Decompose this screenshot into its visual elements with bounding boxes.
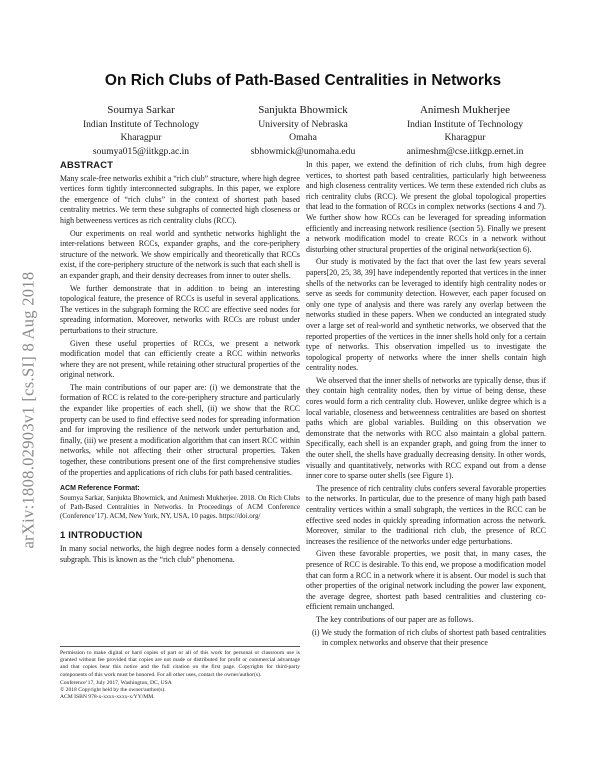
author-name: Sanjukta Bhowmick bbox=[258, 104, 348, 116]
author-block bbox=[61, 104, 221, 158]
footnote-permission-block bbox=[60, 646, 300, 701]
author-email: sbhowmick@unomaha.edu bbox=[250, 145, 356, 157]
abstract-paragraph: The main contributions of our paper are: (i) we demonstrate that the formation of RCC is related to the core-periphery structure and particularly the expander like properties of each shell, (ii) we show that the RCC property can be used to find effective seed nodes for spreading information and for improving the resilience of the network under perturbation and, finally, (iii) we present a modification algorithm that can insert RCC within networks, while not affecting their other structural properties. Taken together, these contributions present one of the first comprehensive studies of the properties and applications of rich clubs for path based centralities. bbox=[60, 382, 300, 477]
body-paragraph: Our study is motivated by the fact that over the last few years several papers[20, 25, 38, 39] have independently reported that vertices in the inner shells of the networks can be leveraged to identify high centrality nodes or serve as seeds for community detection. However, each paper focused on only one type of analysis and there was rarely any overlap between the networks studied in these papers. When we conducted an integrated study over a large set of real-world and synthetic networks, we observed that the reported properties of the vertices in the inner shells hold only for a certain type of networks. This observation impelled us to investigate the topological property of networks where the inner shells contain high centrality nodes. bbox=[306, 257, 546, 373]
introduction-paragraph: In many social networks, the high degree nodes form a densely connected subgraph. This is known as the “rich club” phenomena. bbox=[60, 544, 300, 564]
isbn-line: ACM ISBN 978-x-xxxx-xxxx-x/YY/MM. bbox=[60, 694, 155, 701]
acm-reference-heading: ACM Reference Format: bbox=[60, 485, 140, 493]
contribution-item: (i) We study the formation of rich clubs of shortest path based centralities in complex networks and observe that their presence bbox=[312, 627, 546, 648]
author-block bbox=[385, 104, 545, 158]
body-paragraph: The key contributions of our paper are as follows. bbox=[316, 614, 474, 624]
body-paragraph: The presence of rich centrality clubs confers several favorable properties to the networks. In particular, due to the presence of many high path based centrality vertices within a small subgraph, the vertices in the RCC can be effective seed nodes in quickly spreading information across the network. Moreover, similar to the traditional rich club, the presence of RCC increases the resilience of the networks under edge perturbations. bbox=[306, 483, 546, 546]
author-name: Soumya Sarkar bbox=[107, 104, 175, 116]
conference-line: Conference’17, July 2017, Washington, DC, USA bbox=[60, 679, 172, 686]
permission-notice: Permission to make digital or hard copies of part or all of this work for personal or classroom use is granted without fee provided that copies are not made or distributed for profit or commercial advantage and that copies bear this notice and the full citation on the first page. Copyrights for third-party components of this work must be honored. For all other uses, contact the owner/author(s). bbox=[60, 650, 300, 678]
introduction-heading: 1 INTRODUCTION bbox=[60, 529, 143, 541]
author-name: Animesh Mukherjee bbox=[419, 104, 511, 116]
paper-title: On Rich Clubs of Path-Based Centralities in Networks bbox=[104, 72, 502, 89]
abstract-paragraph: Many scale-free networks exhibit a “rich club” structure, where high degree vertices form tightly interconnected subgraphs. In this paper, we explore the emergence of “rich clubs” in the context of shortest path based centrality metrics. We term these subgraphs of connected high closeness or high betweeness vertices as rich centrality clubs (RCC). bbox=[60, 173, 300, 225]
body-paragraph: In this paper, we extend the definition of rich clubs, from high degree vertices, to shortest path based centralities, particularly high betweeness and high closeness centrality vertices. We term these extended rich clubs as rich centrality clubs (RCC). We present the global topological properties that lead to the formation of RCCs in complex networks (sections 4 and 7). We further show how RCCs can be leveraged for spreading information efficiently and increasing network resilience (section 5). Finally we present a network modification model to create RCCs in a network without disturbing other structural properties of the original network(section 6). bbox=[306, 160, 546, 254]
arxiv-stamp-container bbox=[8, 240, 48, 580]
left-column bbox=[60, 160, 300, 567]
abstract-heading: ABSTRACT bbox=[60, 159, 114, 170]
author-location: Kharagpur bbox=[120, 132, 162, 143]
author-affiliation: Indian Institute of Technology bbox=[82, 118, 200, 130]
author-email: animeshm@cse.iitkgp.ernet.in bbox=[406, 145, 524, 157]
author-affiliation: University of Nebraska bbox=[258, 118, 348, 130]
author-block bbox=[223, 104, 383, 158]
body-paragraph: We observed that the inner shells of networks are typically dense, thus if they contain high centrality nodes, then by virtue of being dense, these cores would form a rich centrality club. However, unlike degree which is a local variable, closeness and betweenness centralities are based on shortest paths which are global variables. Building on this observation we demonstrate that the networks with RCC also maintain a global pattern. Specifically, each shell is an expander graph, and going from the inner to the outer shell, the shells have gradually decreasing density. In other words, visually and quantitatively, networks with RCC expand out from a dense inner core to sparse outer shells (see Figure 1). bbox=[306, 375, 546, 481]
abstract-paragraph: Given these useful properties of RCCs, we present a network modification model that can efficiently create a RCC within networks where they are not present, while retaining other structural properties of the original network. bbox=[60, 338, 300, 380]
acm-reference bbox=[60, 484, 300, 521]
author-location: Kharagpur bbox=[444, 132, 486, 143]
right-column bbox=[306, 160, 546, 651]
author-affiliation: Indian Institute of Technology bbox=[406, 118, 524, 130]
abstract-paragraph: Our experiments on real world and synthetic networks highlight the inter-relations between RCCs, expander graphs, and the core-periphery structure of the network. We show empirically and theoretically that RCCs exist, if the core-periphery structure of the network is such that each shell is an expander graph, and their density decreases from inner to outer shells. bbox=[60, 228, 300, 280]
arxiv-stamp: arXiv:1808.02903v1 [cs.SI] 8 Aug 2018 bbox=[18, 271, 38, 549]
acm-reference-text: Soumya Sarkar, Sanjukta Bhowmick, and Animesh Mukherjee. 2018. On Rich Clubs of Path-Based Centralities in Networks. In Proceedings of ACM Conference (Conference’17). ACM, New York, NY, USA, 10 pages. https://doi.org/ bbox=[60, 493, 300, 521]
abstract-paragraph: We further demonstrate that in addition to being an interesting topological feature, the presence of RCCs is useful in several applications. The vertices in the subgraph forming the RCC are effective seed nodes for spreading information. Moreover, networks with RCCs are robust under perturbations to their structure. bbox=[60, 283, 300, 335]
author-email: soumya015@iitkgp.ac.in bbox=[92, 145, 190, 157]
copyright-line: © 2018 Copyright held by the owner/author(s). bbox=[60, 687, 166, 694]
body-paragraph: Given these favorable properties, we posit that, in many cases, the presence of RCC is desirable. To this end, we propose a modification model that can form a RCC in a network where it is absent. Our model is such that other properties of the original network including the power law exponent, the average degree, shortest path based centralities and clustering co-efficient remain unchanged. bbox=[306, 549, 546, 612]
author-location: Omaha bbox=[289, 132, 317, 143]
